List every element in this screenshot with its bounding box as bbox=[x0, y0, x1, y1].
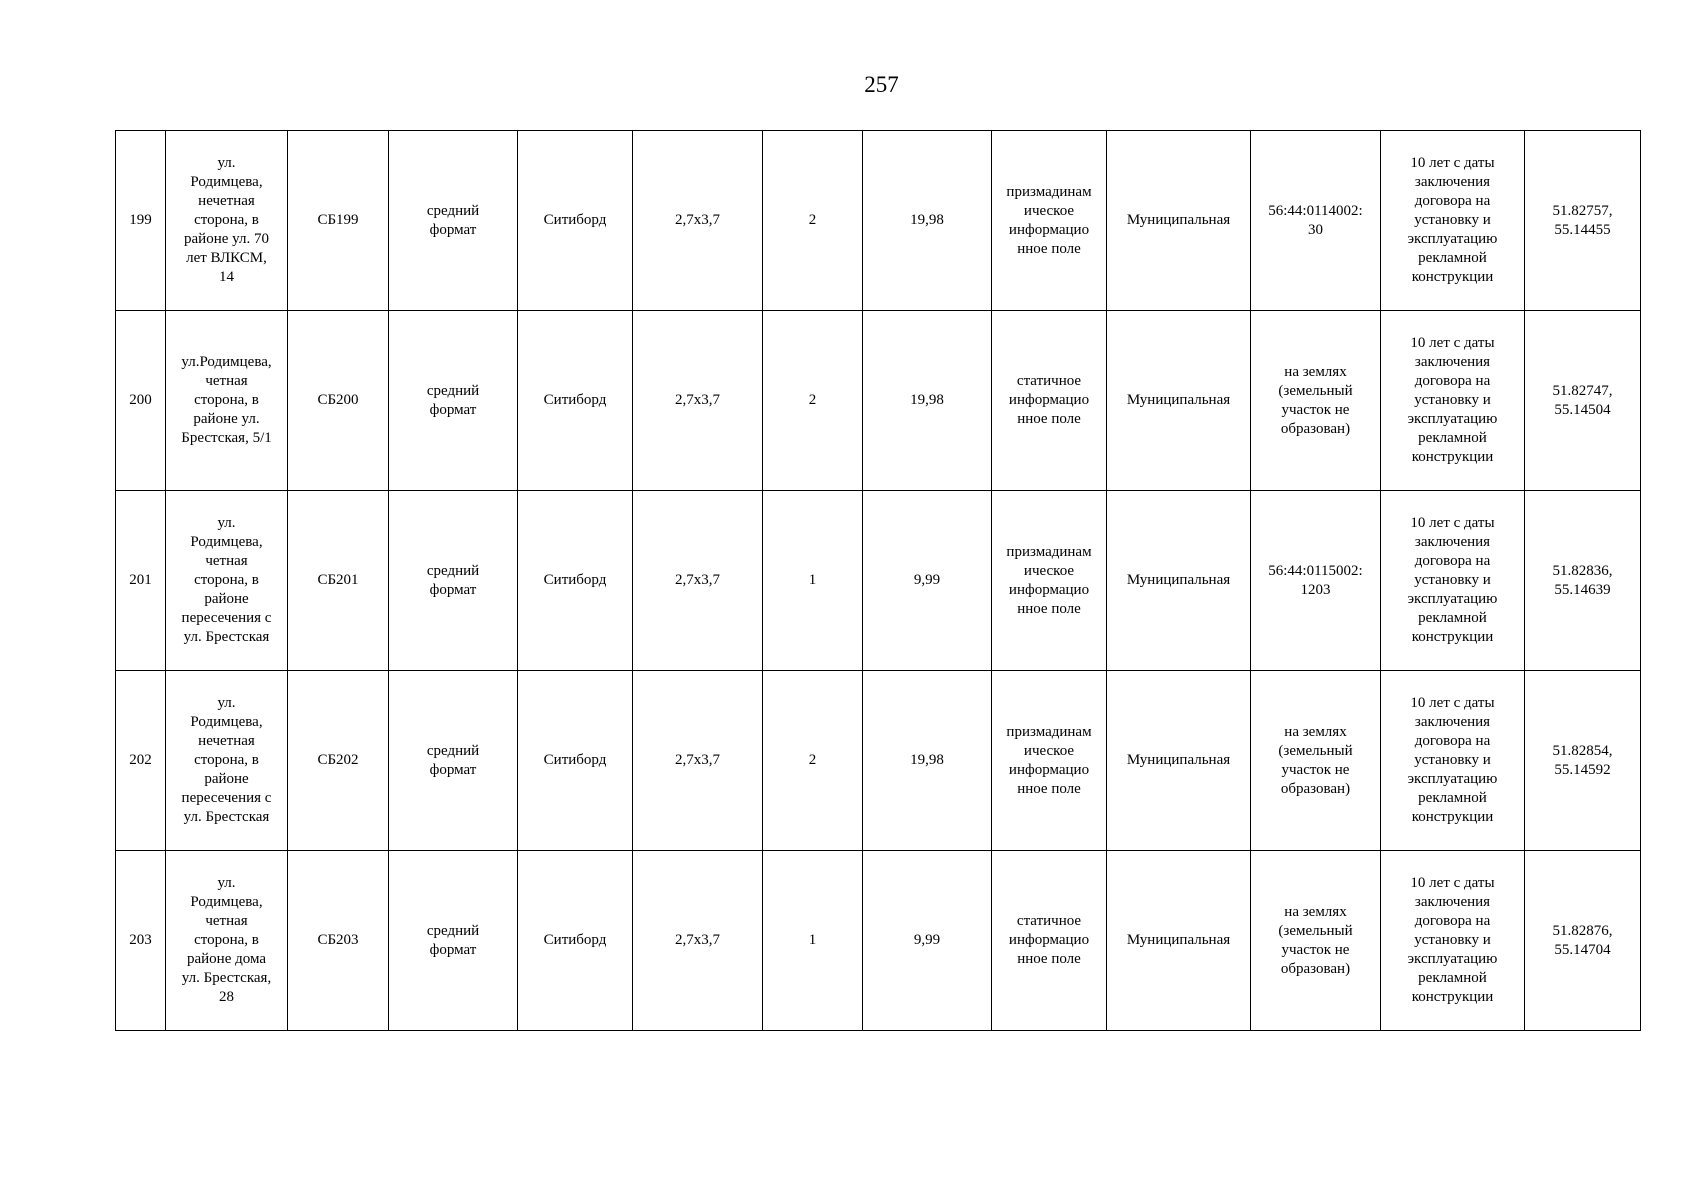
cell-coordinates: 51.82836, 55.14639 bbox=[1525, 491, 1641, 671]
cell-ownership: Муниципальная bbox=[1107, 311, 1251, 491]
cell-term: 10 лет с даты заключения договора на установку и эксплуатацию рекламной конструкции bbox=[1381, 311, 1525, 491]
cell-field: статичное информацио нное поле bbox=[992, 851, 1107, 1031]
cell-format: средний формат bbox=[389, 311, 518, 491]
cell-code: СБ201 bbox=[288, 491, 389, 671]
cell-type: Ситиборд bbox=[518, 851, 633, 1031]
cell-coordinates: 51.82876, 55.14704 bbox=[1525, 851, 1641, 1031]
cell-size: 2,7х3,7 bbox=[633, 671, 763, 851]
cell-cadastral: на землях (земельный участок не образован) bbox=[1251, 671, 1381, 851]
cell-area: 19,98 bbox=[863, 311, 992, 491]
cell-sides: 2 bbox=[763, 131, 863, 311]
cell-size: 2,7х3,7 bbox=[633, 851, 763, 1031]
cell-ownership: Муниципальная bbox=[1107, 671, 1251, 851]
cell-number: 200 bbox=[116, 311, 166, 491]
cell-coordinates: 51.82757, 55.14455 bbox=[1525, 131, 1641, 311]
cell-type: Ситиборд bbox=[518, 671, 633, 851]
page-number: 257 bbox=[864, 72, 899, 97]
cell-size: 2,7х3,7 bbox=[633, 131, 763, 311]
cell-format: средний формат bbox=[389, 671, 518, 851]
cell-sides: 1 bbox=[763, 851, 863, 1031]
cell-cadastral: 56:44:0114002: 30 bbox=[1251, 131, 1381, 311]
cell-number: 201 bbox=[116, 491, 166, 671]
cell-format: средний формат bbox=[389, 851, 518, 1031]
cell-term: 10 лет с даты заключения договора на установку и эксплуатацию рекламной конструкции bbox=[1381, 851, 1525, 1031]
cell-ownership: Муниципальная bbox=[1107, 131, 1251, 311]
cell-field: статичное информацио нное поле bbox=[992, 311, 1107, 491]
cell-code: СБ200 bbox=[288, 311, 389, 491]
cell-term: 10 лет с даты заключения договора на установку и эксплуатацию рекламной конструкции bbox=[1381, 491, 1525, 671]
cell-coordinates: 51.82747, 55.14504 bbox=[1525, 311, 1641, 491]
cell-format: средний формат bbox=[389, 131, 518, 311]
cell-area: 9,99 bbox=[863, 491, 992, 671]
cell-address: ул. Родимцева, нечетная сторона, в районе пересечения с ул. Брестская bbox=[166, 671, 288, 851]
cell-cadastral: на землях (земельный участок не образован) bbox=[1251, 311, 1381, 491]
cell-address: ул. Родимцева, четная сторона, в районе пересечения с ул. Брестская bbox=[166, 491, 288, 671]
cell-type: Ситиборд bbox=[518, 311, 633, 491]
cell-term: 10 лет с даты заключения договора на установку и эксплуатацию рекламной конструкции bbox=[1381, 671, 1525, 851]
cell-sides: 1 bbox=[763, 491, 863, 671]
cell-number: 199 bbox=[116, 131, 166, 311]
cell-format: средний формат bbox=[389, 491, 518, 671]
cell-field: призмадинам ическое информацио нное поле bbox=[992, 491, 1107, 671]
cell-sides: 2 bbox=[763, 311, 863, 491]
cell-sides: 2 bbox=[763, 671, 863, 851]
advertising-structures-table bbox=[115, 130, 1641, 1031]
cell-area: 9,99 bbox=[863, 851, 992, 1031]
cell-ownership: Муниципальная bbox=[1107, 491, 1251, 671]
table-row bbox=[116, 311, 1641, 491]
cell-type: Ситиборд bbox=[518, 491, 633, 671]
table-row bbox=[116, 851, 1641, 1031]
cell-area: 19,98 bbox=[863, 671, 992, 851]
cell-cadastral: 56:44:0115002: 1203 bbox=[1251, 491, 1381, 671]
cell-code: СБ203 bbox=[288, 851, 389, 1031]
cell-address: ул.Родимцева, четная сторона, в районе ул. Брестская, 5/1 bbox=[166, 311, 288, 491]
cell-address: ул. Родимцева, нечетная сторона, в районе ул. 70 лет ВЛКСМ, 14 bbox=[166, 131, 288, 311]
cell-coordinates: 51.82854, 55.14592 bbox=[1525, 671, 1641, 851]
cell-field: призмадинам ическое информацио нное поле bbox=[992, 671, 1107, 851]
cell-type: Ситиборд bbox=[518, 131, 633, 311]
cell-size: 2,7х3,7 bbox=[633, 491, 763, 671]
cell-area: 19,98 bbox=[863, 131, 992, 311]
cell-number: 203 bbox=[116, 851, 166, 1031]
table-row bbox=[116, 131, 1641, 311]
cell-size: 2,7х3,7 bbox=[633, 311, 763, 491]
cell-cadastral: на землях (земельный участок не образован) bbox=[1251, 851, 1381, 1031]
cell-term: 10 лет с даты заключения договора на установку и эксплуатацию рекламной конструкции bbox=[1381, 131, 1525, 311]
cell-ownership: Муниципальная bbox=[1107, 851, 1251, 1031]
cell-code: СБ199 bbox=[288, 131, 389, 311]
table-row bbox=[116, 491, 1641, 671]
cell-field: призмадинам ическое информацио нное поле bbox=[992, 131, 1107, 311]
cell-code: СБ202 bbox=[288, 671, 389, 851]
cell-address: ул. Родимцева, четная сторона, в районе дома ул. Брестская, 28 bbox=[166, 851, 288, 1031]
cell-number: 202 bbox=[116, 671, 166, 851]
table-row bbox=[116, 671, 1641, 851]
